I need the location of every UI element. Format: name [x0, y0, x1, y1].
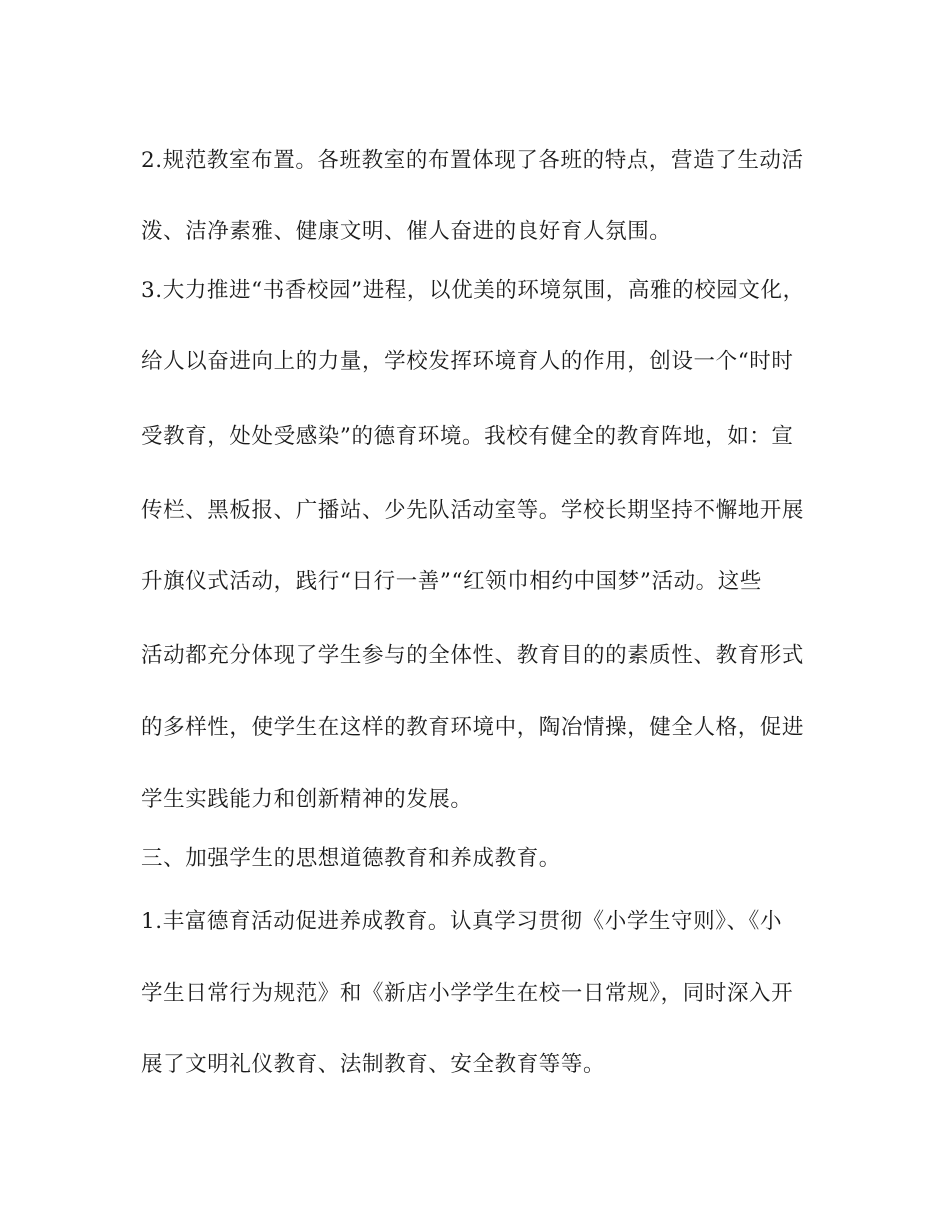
- text-line: 给人以奋进向上的力量，学校发挥环境育人的作用，创设一个“时时: [141, 349, 794, 374]
- text-line: 的多样性，使学生在这样的教育环境中，陶冶情操，健全人格，促进: [141, 715, 805, 740]
- text-line: 活动都充分体现了学生参与的全体性、教育目的的素质性、教育形式: [141, 643, 805, 668]
- text-line: 泼、洁净素雅、健康文明、催人奋进的良好育人氛围。: [141, 219, 672, 244]
- text-line: 学生实践能力和创新精神的发展。: [141, 787, 473, 812]
- text-line: 学生日常行为规范》和《新店小学学生在校一日常规》，同时深入开: [141, 981, 794, 1006]
- section-heading: 三、加强学生的思想道德教育和养成教育。: [141, 846, 561, 871]
- text-line: 3.大力推进“书香校园”进程，以优美的环境氛围，高雅的校园文化，: [141, 278, 805, 303]
- text-line: 传栏、黑板报、广播站、少先队活动室等。学校长期坚持不懈地开展: [141, 498, 805, 523]
- text-line: 2.规范教室布置。各班教室的布置体现了各班的特点，营造了生动活: [141, 148, 804, 173]
- text-line: 升旗仪式活动，践行“日行一善”“红领巾相约中国梦”活动。这些: [141, 569, 762, 594]
- text-line: 展了文明礼仪教育、法制教育、安全教育等等。: [141, 1052, 606, 1077]
- text-line: 1.丰富德育活动促进养成教育。认真学习贯彻《小学生守则》、《小: [141, 909, 783, 934]
- text-line: 受教育，处处受感染”的德育环境。我校有健全的教育阵地，如：宣: [141, 424, 794, 449]
